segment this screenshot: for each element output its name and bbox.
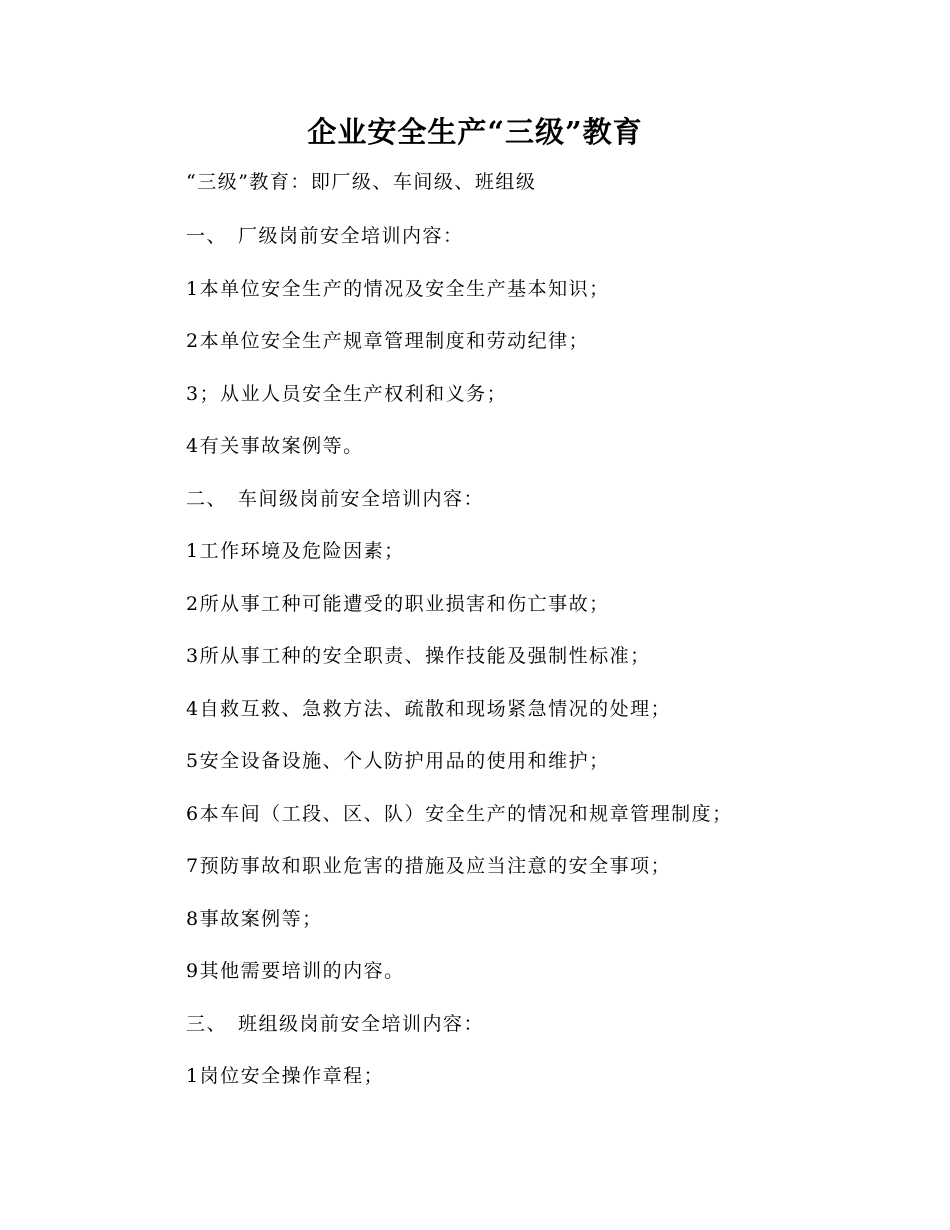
section-heading-text: 厂级岗前安全培训内容： [238, 225, 464, 247]
list-item: 3所从事工种的安全职责、操作技能及强制性标准； [186, 645, 651, 667]
list-item: 1本单位安全生产的情况及安全生产基本知识； [186, 277, 610, 300]
page-title: 企业安全生产“三级”教育 [307, 115, 643, 149]
list-item: 6本车间（工段、区、队）安全生产的情况和规章管理制度； [186, 802, 733, 825]
section-number: 一、 [186, 225, 228, 247]
list-item: 9其他需要培训的内容。 [186, 960, 405, 982]
list-item: 7预防事故和职业危害的措施及应当注意的安全事项； [186, 855, 672, 877]
list-item: 2所从事工种可能遭受的职业损害和伤亡事故； [186, 592, 610, 615]
section-heading-text: 班组级岗前安全培训内容： [238, 1012, 485, 1035]
intro-paragraph: “三级”教育：即厂级、车间级、班组级 [186, 171, 537, 193]
list-item: 5安全设备设施、个人防护用品的使用和维护； [186, 750, 610, 772]
section-heading [186, 1010, 906, 1063]
list-item: 1工作环境及危险因素； [186, 540, 405, 562]
section-number: 三、 [186, 1012, 228, 1035]
section-heading [186, 485, 906, 538]
section-heading [186, 222, 906, 275]
list-item: 4自救互救、急救方法、疏散和现场紧急情况的处理； [186, 697, 672, 720]
list-item: 8事故案例等； [186, 907, 323, 930]
list-item: 3；从业人员安全生产权利和义务； [186, 382, 508, 405]
list-item: 4有关事故案例等。 [186, 435, 364, 457]
section-number: 二、 [186, 487, 228, 510]
list-item: 2本单位安全生产规章管理制度和劳动纪律； [186, 330, 590, 352]
list-item: 1岗位安全操作章程； [186, 1065, 385, 1087]
section-heading-text: 车间级岗前安全培训内容： [238, 487, 485, 510]
content-lines [186, 222, 906, 1115]
